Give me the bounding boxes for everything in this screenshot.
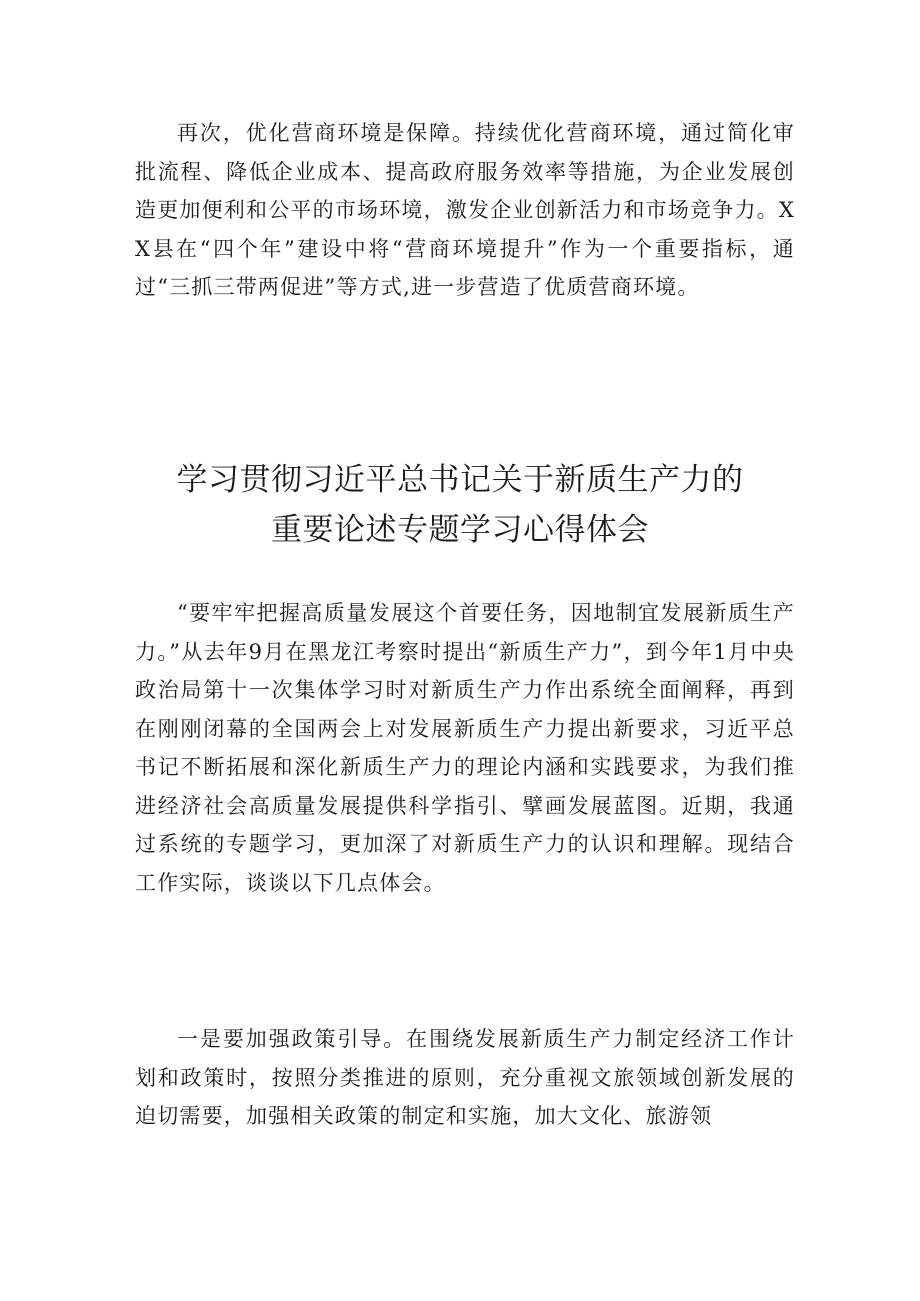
body-paragraph-policy-guidance: 一是要加强政策引导。在围绕发展新质生产力制定经济工作计划和政策时，按照分类推进的原则，充分重视文旅领域创新发展的迫切需要，加强相关政策的制定和实施，加大文化、旅游领 [135,1027,795,1128]
title-line-1: 学习贯彻习近平总书记关于新质生产力的 [176,462,744,498]
body-paragraph-introduction: “要牢牢把握高质量发展这个首要任务，因地制宜发展新质生产力。”从去年9月在黑龙江考察时提出“新质生产力”，到今年1月中央政治局第十一次集体学习时对新质生产力作出系统全面阐释，再到在刚刚闭幕的全国两会上对发展新质生产力提出新要求，习近平总书记不断拓展和深化新质生产力的理论内涵和实践要求，为我们推进经济社会高质量发展提供科学指引、擘画发展蓝图。近期，我通过系统的专题学习，更加深了对新质生产力的认识和理解。现结合工作实际，谈谈以下几点体会。 [135,601,795,895]
title-line-2: 重要论述专题学习心得体会 [271,512,649,548]
document-title [100,455,820,555]
body-paragraph-business-environment: 再次，优化营商环境是保障。持续优化营商环境，通过简化审批流程、降低企业成本、提高政府服务效率等措施，为企业发展创造更加便利和公平的市场环境，激发企业创新活力和市场竞争力。XX县在“四个年”建设中将“营商环境提升”作为一个重要指标，通过“三抓三带两促进”等方式,进一步营造了优质营商环境。 [135,121,795,299]
